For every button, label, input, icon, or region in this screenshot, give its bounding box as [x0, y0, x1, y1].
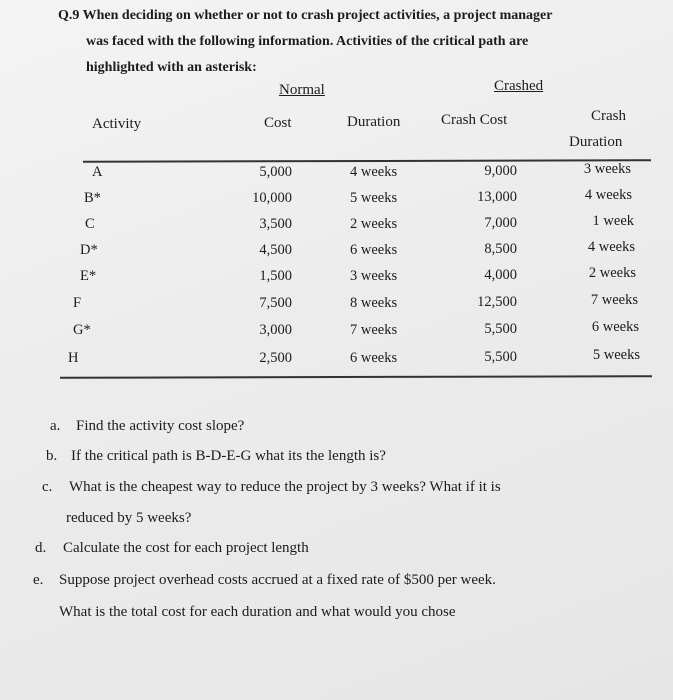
crash-cost-cell: 13,000: [477, 189, 517, 205]
subq-e-label: e.: [33, 572, 44, 588]
duration-cell: 8 weeks: [350, 295, 398, 311]
column-header-crash-duration: Crash: [591, 108, 626, 124]
cost-cell: 7,500: [259, 295, 292, 311]
subq-b-label: b.: [46, 448, 58, 464]
crash-duration-cell: 3 weeks: [583, 161, 631, 177]
activity-cell: E*: [80, 268, 97, 284]
column-header-cost: Cost: [264, 115, 292, 131]
crashed-group-header: Crashed: [494, 78, 544, 94]
activity-cell: B*: [84, 190, 101, 206]
column-header-crash-cost: Crash Cost: [441, 112, 508, 128]
duration-cell: 6 weeks: [350, 242, 398, 258]
crash-duration-cell: 4 weeks: [584, 187, 632, 203]
duration-cell: 3 weeks: [350, 268, 398, 284]
crash-duration-cell: 2 weeks: [588, 265, 636, 281]
crash-duration-cell: 1 week: [592, 213, 634, 229]
duration-cell: 4 weeks: [350, 164, 398, 180]
activity-cell: A: [92, 164, 103, 180]
duration-cell: 7 weeks: [350, 322, 398, 338]
crash-duration-cell: 7 weeks: [590, 292, 638, 308]
column-header-duration: Duration: [347, 114, 401, 130]
subq-d-text: Calculate the cost for each project length: [63, 540, 309, 556]
duration-cell: 5 weeks: [350, 190, 398, 206]
activity-cell: H: [68, 350, 79, 366]
cost-cell: 1,500: [259, 268, 292, 284]
subq-c-text-line1: What is the cheapest way to reduce the project by 3 weeks? What if it is: [69, 479, 501, 495]
cost-cell: 4,500: [259, 242, 292, 258]
crash-duration-cell: 6 weeks: [591, 319, 639, 335]
subq-b-text: If the critical path is B-D-E-G what its the length is?: [71, 448, 386, 464]
table-top-rule: [83, 159, 651, 162]
crash-duration-cell: 4 weeks: [587, 239, 635, 255]
crash-cost-cell: 7,000: [484, 215, 517, 231]
activity-cell: D*: [80, 242, 98, 258]
question-line-3: highlighted with an asterisk:: [86, 60, 257, 75]
activity-cell: C: [85, 216, 95, 232]
question-line-2: was faced with the following information. Activities of the critical path are: [86, 34, 529, 49]
cost-cell: 10,000: [252, 190, 292, 206]
question-line-1: Q.9 When deciding on whether or not to crash project activities, a project manager: [58, 8, 553, 23]
subq-e-text-line2: What is the total cost for each duration and what would you chose: [59, 604, 456, 620]
subq-e-text-line1: Suppose project overhead costs accrued at a fixed rate of $500 per week.: [59, 572, 496, 588]
cost-cell: 3,500: [259, 216, 292, 232]
crash-cost-cell: 5,500: [484, 321, 517, 337]
subq-a-label: a.: [50, 418, 61, 434]
crash-cost-cell: 9,000: [484, 163, 517, 179]
subq-c-text-line2: reduced by 5 weeks?: [66, 510, 192, 526]
activity-cell: G*: [73, 322, 91, 338]
duration-cell: 2 weeks: [350, 216, 398, 232]
crash-cost-cell: 5,500: [484, 349, 517, 365]
cost-cell: 3,000: [259, 322, 292, 338]
duration-cell: 6 weeks: [350, 350, 398, 366]
subq-c-label: c.: [42, 479, 53, 495]
activity-cell: F: [73, 295, 82, 311]
column-header-activity: Activity: [92, 116, 142, 132]
normal-group-header: Normal: [279, 82, 325, 98]
cost-cell: 2,500: [259, 350, 292, 366]
crash-cost-cell: 12,500: [477, 294, 517, 310]
crash-cost-cell: 4,000: [484, 267, 517, 283]
subq-a-text: Find the activity cost slope?: [76, 418, 245, 434]
subq-d-label: d.: [35, 540, 47, 556]
crash-cost-cell: 8,500: [484, 241, 517, 257]
column-header-crash-duration-line2: Duration: [569, 134, 623, 150]
cost-cell: 5,000: [259, 164, 292, 180]
crash-duration-cell: 5 weeks: [592, 347, 640, 363]
table-bottom-rule: [60, 375, 652, 378]
